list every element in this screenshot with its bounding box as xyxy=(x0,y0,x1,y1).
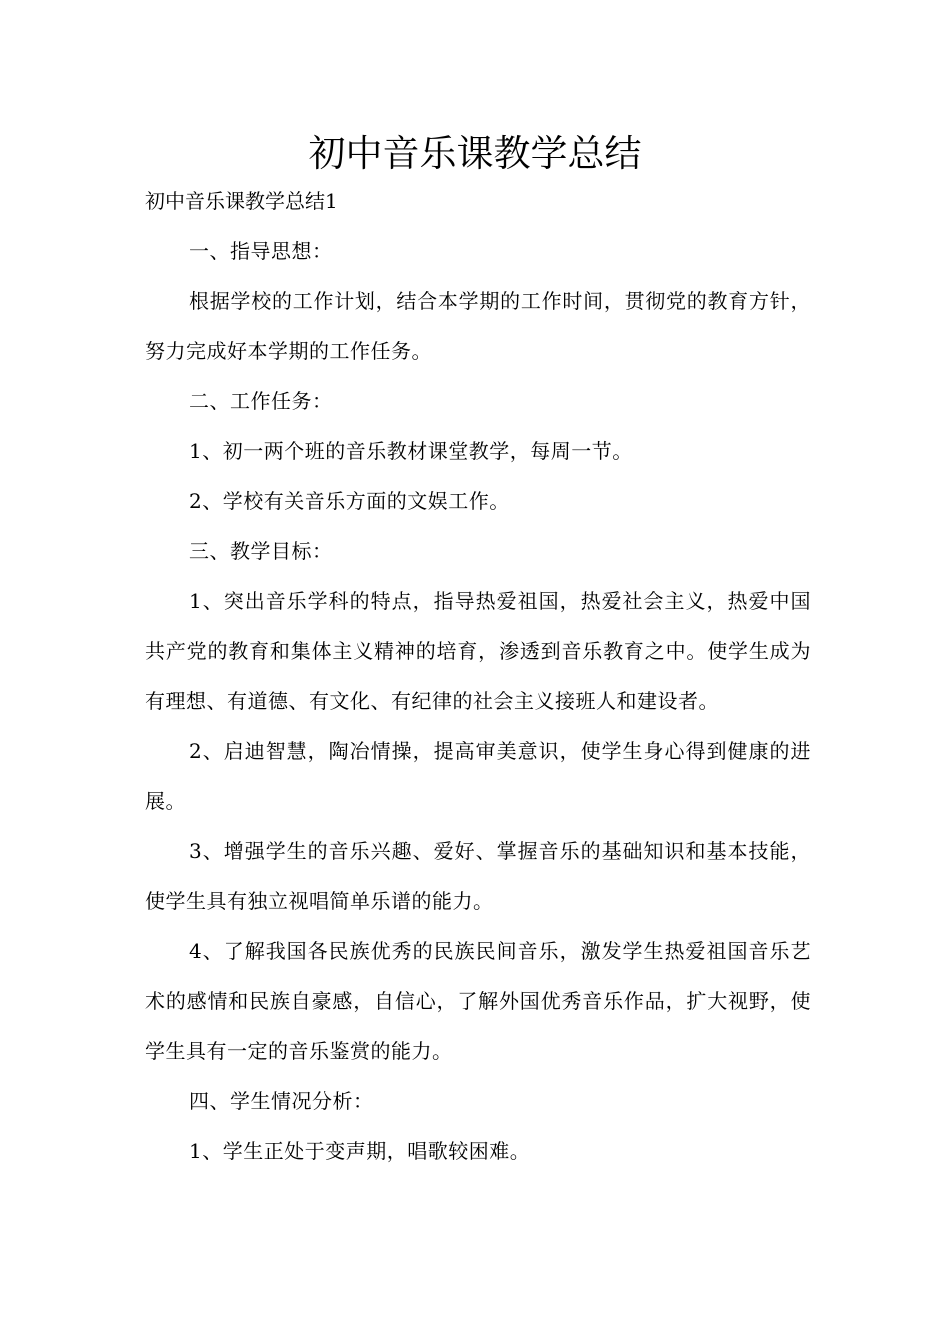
heading-work-tasks: 二、工作任务： xyxy=(189,389,333,413)
document-body xyxy=(145,176,811,1176)
heading-guiding-ideology: 一、指导思想： xyxy=(189,239,333,263)
heading-teaching-goals: 三、教学目标： xyxy=(189,539,333,563)
paragraph: 1、初一两个班的音乐教材课堂教学，每周一节。 xyxy=(189,439,633,463)
paragraph: 3、增强学生的音乐兴趣、爱好、掌握音乐的基础知识和基本技能，使学生具有独立视唱简单乐谱的能力。 xyxy=(145,839,811,913)
heading-student-analysis: 四、学生情况分析： xyxy=(189,1089,374,1113)
paragraph: 4、了解我国各民族优秀的民族民间音乐，激发学生热爱祖国音乐艺术的感情和民族自豪感，自信心，了解外国优秀音乐作品，扩大视野，使学生具有一定的音乐鉴赏的能力。 xyxy=(145,939,811,1063)
document-subtitle: 初中音乐课教学总结1 xyxy=(145,189,338,213)
document-title: 初中音乐课教学总结 xyxy=(308,132,642,175)
paragraph: 2、学校有关音乐方面的文娱工作。 xyxy=(189,489,510,513)
paragraph: 根据学校的工作计划，结合本学期的工作时间，贯彻党的教育方针，努力完成好本学期的工作任务。 xyxy=(145,289,811,363)
paragraph: 1、突出音乐学科的特点，指导热爱祖国，热爱社会主义，热爱中国共产党的教育和集体主义精神的培育，渗透到音乐教育之中。使学生成为有理想、有道德、有文化、有纪律的社会主义接班人和建设者。 xyxy=(145,589,811,713)
paragraph: 1、学生正处于变声期，唱歌较困难。 xyxy=(189,1139,531,1163)
paragraph: 2、启迪智慧，陶冶情操，提高审美意识，使学生身心得到健康的进展。 xyxy=(145,739,811,813)
